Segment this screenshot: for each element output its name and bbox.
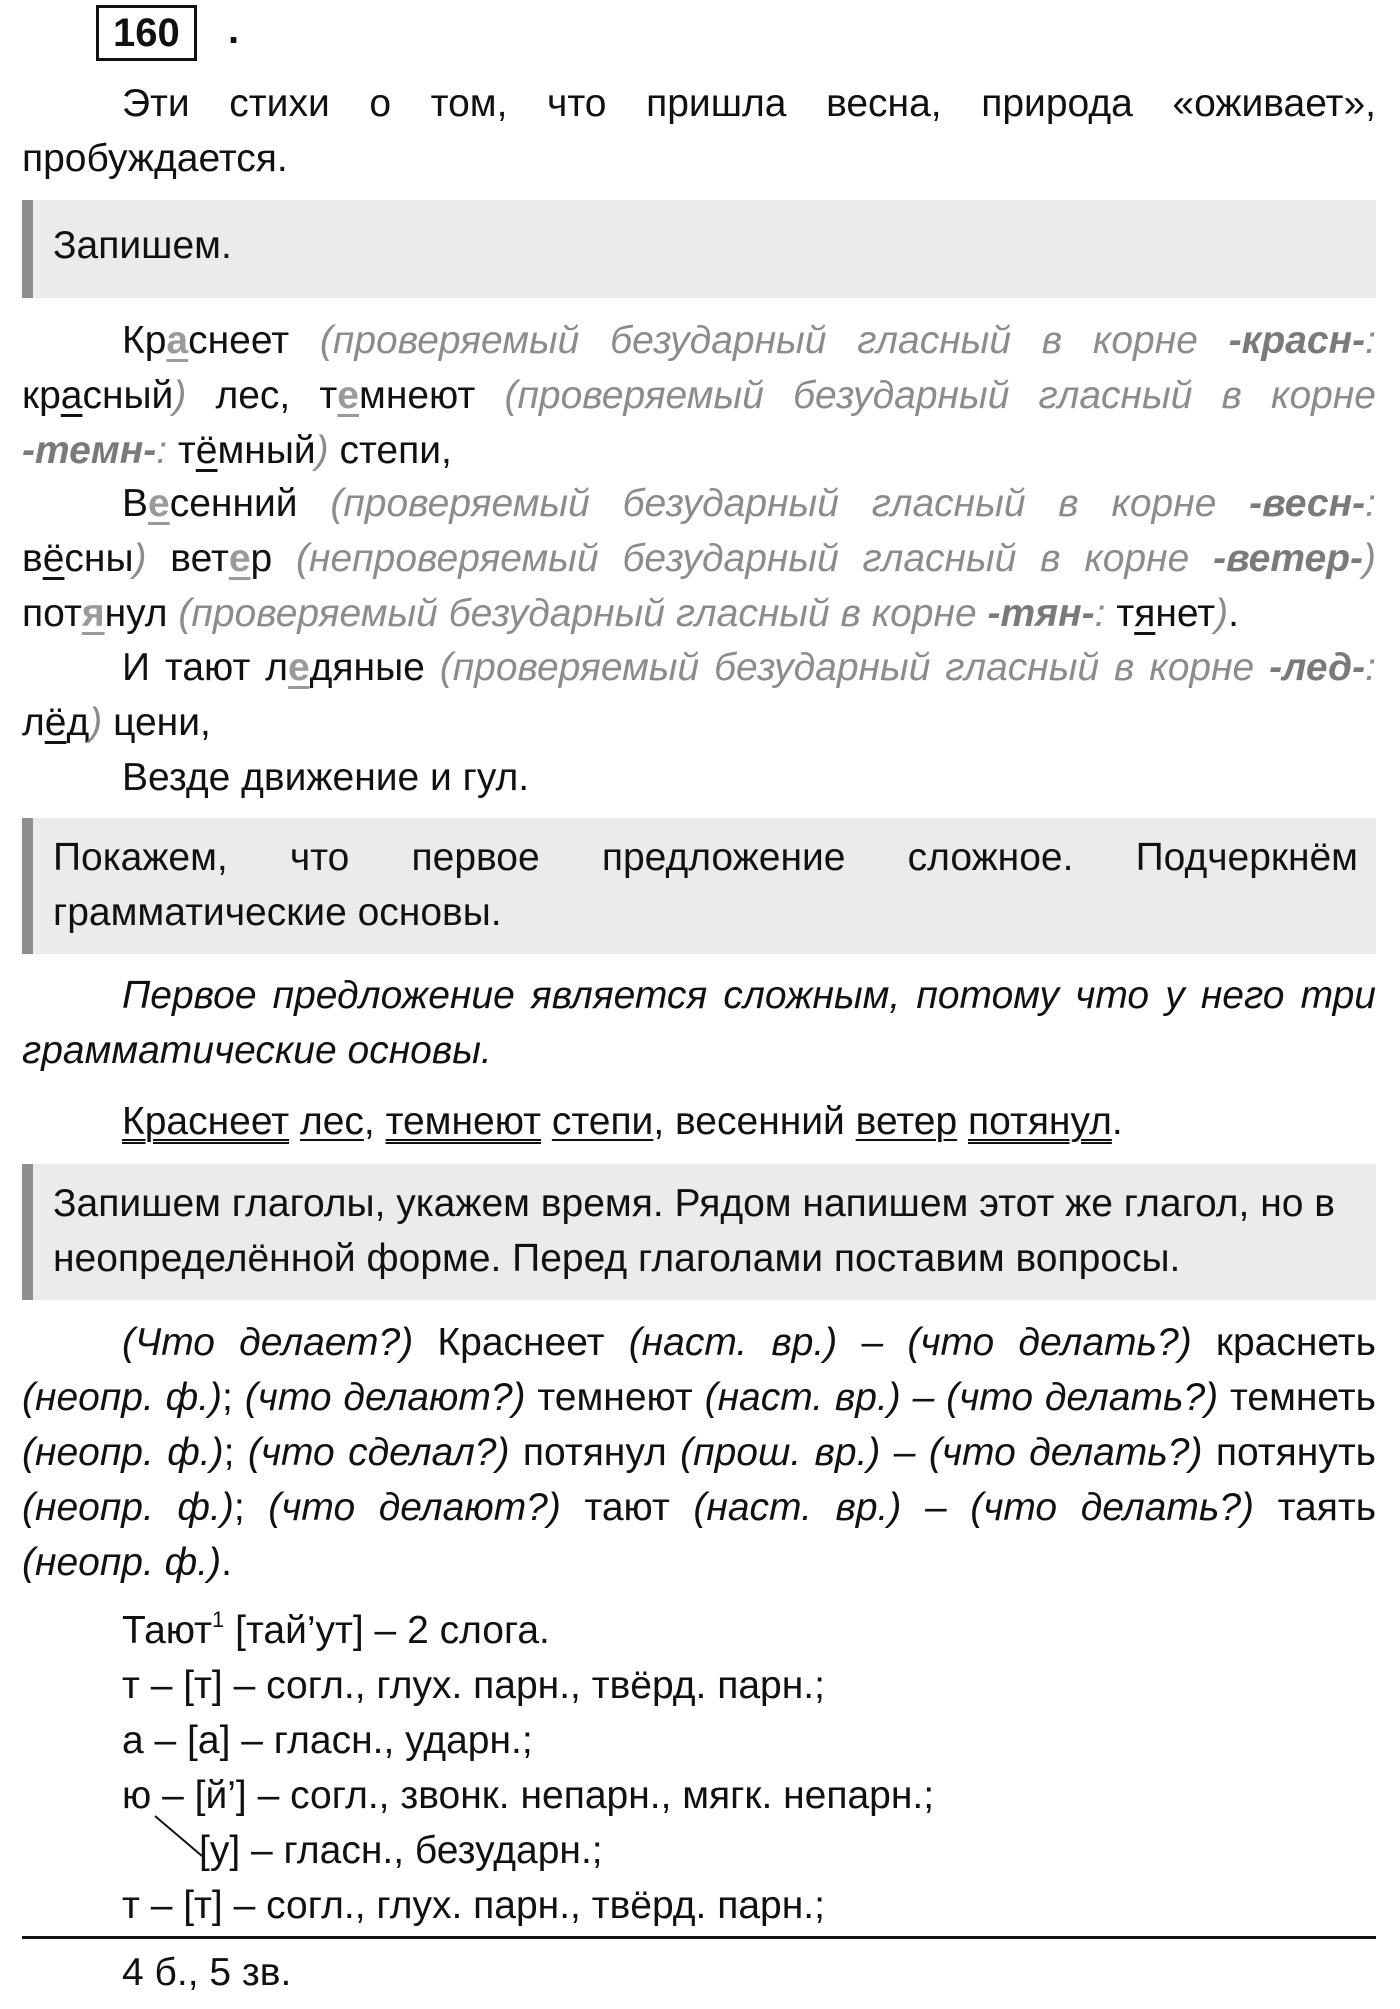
note-text: Покажем, что первое предложение сложное. Подчеркнём грамматические основы. — [53, 836, 1358, 934]
phonetic-header: Тают$^1$ [тай’ут] – 2 слога. — [122, 1607, 550, 1652]
phonetic-row: т – [т] – согл., глух. парн., твёрд. парн.; — [122, 1664, 825, 1707]
comment: (проверяемый безударный гласный в корне -весн-: вёсны) — [22, 482, 1376, 580]
verbs-paragraph: (Что делает?) Краснеет (наст. вр.) – (что делать?) краснеть (неопр. ф.); (что делают?) темнеют (наст. вр.) – (что делать?) темнеть (неопр. ф.); (что сделал?) потянул (прош. вр.) – (что делать?) потянуть (неопр. ф.); (что делают?) тают (наст. вр.) – (что делать?) таять (неопр. ф.). — [22, 1321, 1377, 1584]
poem-text: лес, т — [186, 374, 338, 417]
comment: (проверяемый безударный гласный в корне -красн-: красный) — [22, 319, 1376, 417]
divider — [22, 1936, 1376, 1939]
explanation: Первое предложение является сложным, потому что у него три грамматические основы. — [22, 974, 1376, 1072]
note-text: Запишем. — [53, 224, 232, 267]
poem-text: пот — [22, 592, 82, 635]
exercise-number: 160 — [96, 5, 197, 61]
predicate: потянул — [968, 1100, 1112, 1143]
poem-text: дяные — [309, 646, 440, 689]
phonetic-row: ю – [й’] – согл., звонк. непарн., мягк. непарн.; — [122, 1774, 935, 1817]
poem-text: цени, — [102, 701, 211, 744]
poem-text: снеет — [188, 319, 320, 362]
unstressed-vowel: я — [81, 592, 105, 635]
comment: (непроверяемый безударный гласный в корне -ветер-) — [296, 537, 1377, 580]
poem-text: сенний — [169, 482, 331, 525]
unstressed-vowel: е — [148, 482, 170, 525]
note-text: Запишем глаголы, укажем время. Рядом напишем этот же глагол, но в неопределённой форме. Перед глаголами поставим вопросы. — [53, 1182, 1336, 1280]
phonetic-row: [у] – гласн., безударн.; — [199, 1829, 603, 1872]
poem-text: Кр — [122, 319, 167, 362]
poem-last-line: Везде движение и гул. — [122, 756, 530, 799]
phonetic-row: т – [т] – согл., глух. парн., твёрд. парн.; — [122, 1884, 825, 1927]
branch-line-icon — [150, 1812, 210, 1862]
comment: (проверяемый безударный гласный в корне -тян-: тянет) — [178, 592, 1229, 635]
subject: степи — [551, 1100, 654, 1143]
poem-annotated — [22, 313, 1376, 478]
poem-text: степи, — [328, 429, 452, 472]
comment: (проверяемый безударный гласный в корне -лед-: лёд) — [22, 646, 1376, 744]
note-verbs — [22, 1164, 1376, 1300]
poem-annotated-3 — [22, 640, 1376, 750]
poem-text: нул — [104, 592, 179, 635]
unstressed-vowel: а — [166, 319, 189, 362]
predicate: темнеют — [385, 1100, 541, 1143]
phonetic-row: а – [а] – гласн., ударн.; — [122, 1719, 533, 1762]
poem-text: В — [122, 482, 149, 525]
poem-text: мнеют — [359, 374, 505, 417]
note-write-down — [22, 200, 1376, 298]
phonetic-summary: 4 б., 5 зв. — [122, 1951, 292, 1994]
poem-text: р — [250, 537, 297, 580]
poem-text: . — [1228, 592, 1239, 635]
predicate: Краснеет — [122, 1100, 290, 1143]
comment: (проверяемый безударный гласный в корне -темн-: тёмный) — [22, 374, 1376, 472]
exercise-number-dot: . — [228, 8, 240, 52]
unstressed-vowel: е — [228, 537, 251, 580]
unstressed-vowel: е — [337, 374, 359, 417]
poem-text: И тают л — [122, 646, 288, 689]
poem-annotated-2 — [22, 476, 1376, 641]
subject: лес — [299, 1100, 364, 1143]
subject: ветер — [855, 1100, 958, 1143]
poem-text: вет — [146, 537, 229, 580]
intro-paragraph: Эти стихи о том, что пришла весна, природа «оживает», пробуждается. — [22, 82, 1376, 180]
unstressed-vowel: е — [287, 646, 310, 689]
underlined-sentence: Краснеет лес, темнеют степи, весенний ветер потянул. — [122, 1100, 1123, 1143]
note-complex-sentence — [22, 818, 1376, 954]
